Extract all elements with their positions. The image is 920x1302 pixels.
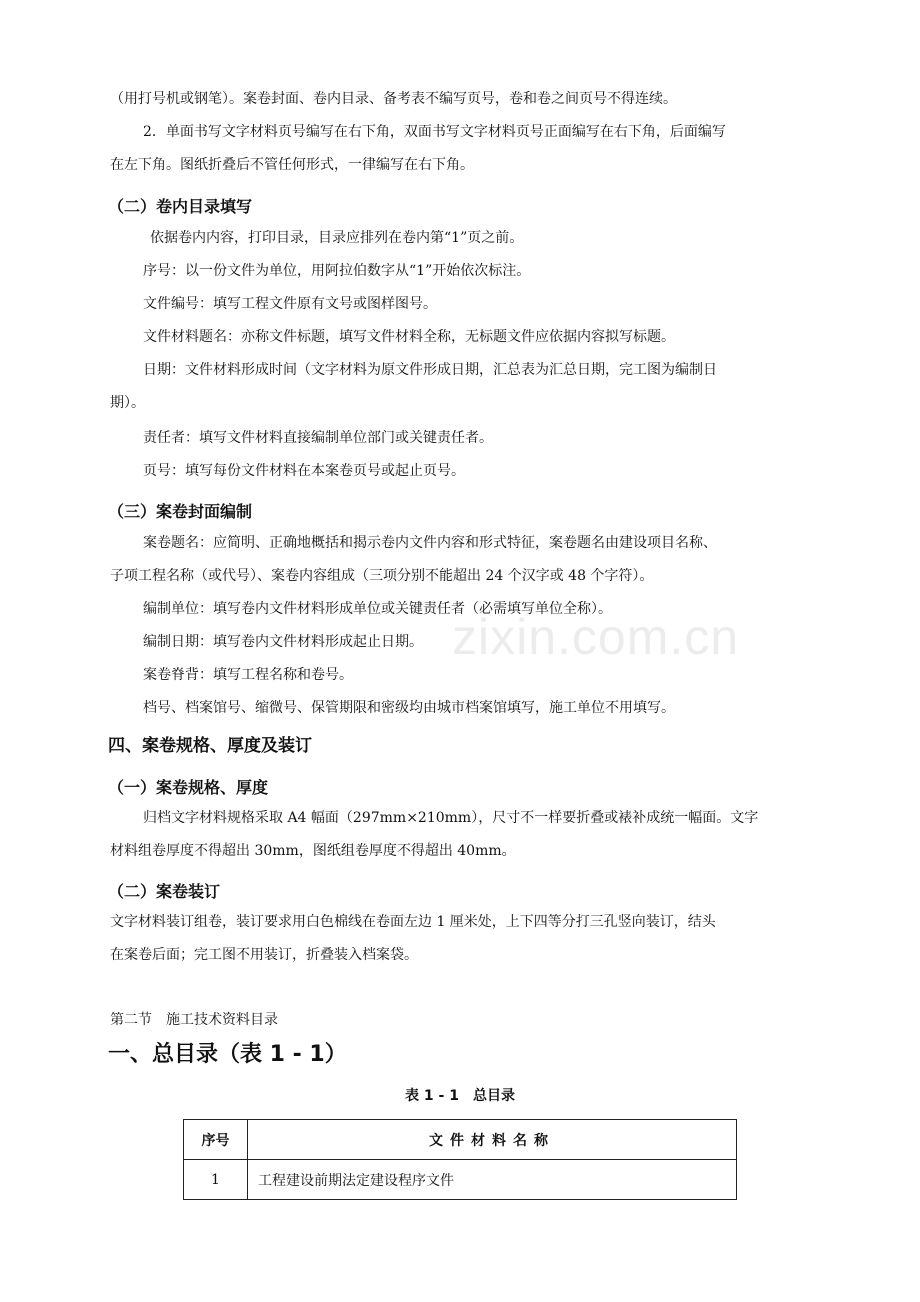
page-heading: 一、总目录（表 1 - 1） [108, 1042, 347, 1067]
heading-cover: （三）案卷封面编制 [108, 502, 253, 521]
paragraph-line: 归档文字材料规格采取 A4 幅面（297mm×210mm），尺寸不一样要折叠或裱补成统一幅面。文字 [143, 810, 759, 826]
paragraph-line: 文字材料装订组卷，装订要求用白色棉线在卷面左边 1 厘米处，上下四等分打三孔竖向装订，结头 [110, 914, 716, 930]
paragraph-line: 文件材料题名：亦称文件标题，填写文件材料全称，无标题文件应依据内容拟写标题。 [143, 329, 675, 345]
paragraph-line: 页号：填写每份文件材料在本案卷页号或起止页号。 [143, 463, 465, 479]
column-header-name: 文件材料名称 [248, 1120, 737, 1160]
paragraph-line: 编制日期：填写卷内文件材料形成起止日期。 [143, 634, 423, 650]
paragraph-line: 编制单位：填写卷内文件材料形成单位或关键责任者（必需填写单位全称）。 [143, 601, 612, 617]
paragraph-line: （用打号机或钢笔）。案卷封面、卷内目录、备考表不编写页号，卷和卷之间页号不得连续。 [110, 91, 677, 107]
table-header-row [184, 1120, 737, 1160]
paragraph-line: 2．单面书写文字材料页号编写在右下角，双面书写文字材料页号正面编写在右下角，后面编写 [143, 124, 726, 140]
column-header-number: 序号 [184, 1120, 248, 1160]
table-row [184, 1160, 737, 1200]
paragraph-line: 材料组卷厚度不得超出 30mm，图纸组卷厚度不得超出 40mm。 [110, 843, 516, 859]
heading-binding: （二）案卷装订 [108, 882, 221, 901]
paragraph-line: 案卷题名：应简明、正确地概括和揭示卷内文件内容和形式特征，案卷题名由建设项目名称、 [143, 535, 717, 551]
heading-spec: （一）案卷规格、厚度 [108, 778, 269, 797]
catalog-table [183, 1119, 737, 1200]
paragraph-line: 责任者：填写文件材料直接编制单位部门或关键责任者。 [143, 430, 493, 446]
heading-section-four: 四、案卷规格、厚度及装订 [108, 736, 312, 756]
paragraph-line: 在左下角。图纸折叠后不管任何形式，一律编写在右下角。 [110, 157, 474, 173]
paragraph-line: 依据卷内内容，打印目录，目录应排列在卷内第“1”页之前。 [150, 230, 524, 246]
paragraph-line: 期）。 [110, 395, 145, 411]
table-cell-number: 1 [184, 1160, 248, 1200]
paragraph-line: 日期：文件材料形成时间（文字材料为原文件形成日期，汇总表为汇总日期，完工图为编制日 [143, 362, 717, 378]
watermark: zixin.com.cn [452, 609, 740, 665]
table-caption: 表 1 - 1 总目录 [405, 1088, 515, 1104]
paragraph-line: 子项工程名称（或代号）、案卷内容组成（三项分别不能超出 24 个汉字或 48 个字符）。 [110, 568, 654, 584]
paragraph-line: 文件编号：填写工程文件原有文号或图样图号。 [143, 296, 437, 312]
paragraph-line: 档号、档案馆号、缩微号、保管期限和密级均由城市档案馆填写，施工单位不用填写。 [143, 700, 675, 716]
paragraph-line: 序号：以一份文件为单位，用阿拉伯数字从“1”开始依次标注。 [143, 263, 531, 279]
table-cell-name: 工程建设前期法定建设程序文件 [248, 1160, 737, 1200]
paragraph-line: 在案卷后面；完工图不用装订，折叠装入档案袋。 [110, 947, 418, 963]
paragraph-line: 案卷脊背：填写工程名称和卷号。 [143, 667, 353, 683]
heading-catalog: （二）卷内目录填写 [108, 197, 253, 216]
section-title: 第二节 施工技术资料目录 [110, 1012, 278, 1028]
